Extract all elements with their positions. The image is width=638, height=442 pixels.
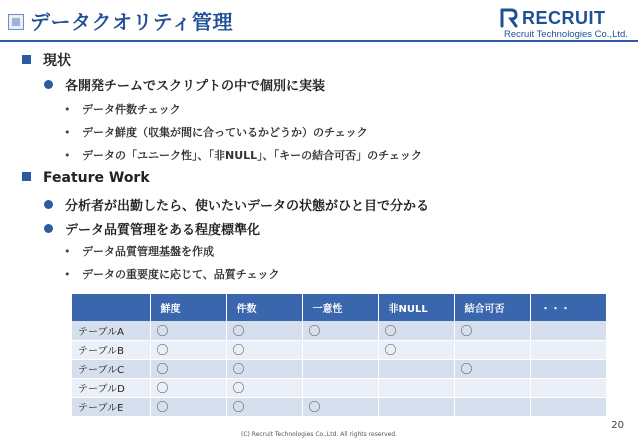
page-number: 20 bbox=[611, 420, 624, 431]
table-cell bbox=[378, 378, 454, 397]
sub-bullet-label: データ件数チェック bbox=[82, 103, 181, 116]
table-row bbox=[72, 378, 606, 397]
dot-bullet-icon: • bbox=[64, 126, 71, 139]
circle-bullet-icon bbox=[44, 224, 53, 233]
row-label: テーブルE bbox=[72, 397, 150, 416]
table-cell: 〇 bbox=[226, 378, 302, 397]
sub-bullet-label: データ品質管理基盤を作成 bbox=[82, 245, 214, 258]
square-bullet-icon bbox=[22, 55, 31, 64]
sub-bullet-item bbox=[64, 124, 368, 140]
table-cell bbox=[530, 321, 606, 340]
dot-bullet-icon: • bbox=[64, 245, 71, 258]
sub-bullet-item bbox=[64, 243, 214, 259]
table-cell: 〇 bbox=[454, 321, 530, 340]
table-cell bbox=[302, 359, 378, 378]
table-cell bbox=[530, 359, 606, 378]
table-cell: 〇 bbox=[150, 340, 226, 359]
dot-bullet-icon: • bbox=[64, 149, 71, 162]
bullet-item bbox=[44, 75, 325, 94]
title-divider bbox=[0, 40, 638, 42]
table-cell: 〇 bbox=[226, 321, 302, 340]
table-cell: 〇 bbox=[302, 321, 378, 340]
table-cell bbox=[378, 397, 454, 416]
column-header-uniqueness: 一意性 bbox=[302, 294, 378, 321]
title-square-icon bbox=[8, 14, 24, 30]
section-label: Feature Work bbox=[43, 170, 150, 186]
row-label: テーブルC bbox=[72, 359, 150, 378]
row-label: テーブルD bbox=[72, 378, 150, 397]
sub-bullet-item bbox=[64, 101, 181, 117]
table-cell bbox=[302, 340, 378, 359]
table-cell bbox=[530, 397, 606, 416]
table-cell: 〇 bbox=[378, 321, 454, 340]
circle-bullet-icon bbox=[44, 80, 53, 89]
circle-bullet-icon bbox=[44, 200, 53, 209]
sub-bullet-label: データ鮮度（収集が間に合っているかどうか）のチェック bbox=[82, 126, 368, 139]
table-cell bbox=[530, 340, 606, 359]
copyright-notice: (C) Recruit Technologies Co.,Ltd. All rights reserved. bbox=[241, 431, 397, 438]
dot-bullet-icon: • bbox=[64, 268, 71, 281]
bullet-label: 各開発チームでスクリプトの中で個別に実装 bbox=[65, 79, 326, 94]
column-header-count: 件数 bbox=[226, 294, 302, 321]
table-row bbox=[72, 340, 606, 359]
table-cell: 〇 bbox=[150, 359, 226, 378]
square-bullet-icon bbox=[22, 172, 31, 181]
column-header-more: ・・・ bbox=[530, 294, 606, 321]
slide-title: データクオリティ管理 bbox=[30, 10, 233, 34]
column-header-joinability: 結合可否 bbox=[454, 294, 530, 321]
row-label: テーブルA bbox=[72, 321, 150, 340]
table-cell bbox=[378, 359, 454, 378]
dot-bullet-icon: • bbox=[64, 103, 71, 116]
column-header-not-null: 非NULL bbox=[378, 294, 454, 321]
row-label: テーブルB bbox=[72, 340, 150, 359]
table-cell: 〇 bbox=[150, 321, 226, 340]
section-current-state bbox=[22, 50, 71, 70]
sub-bullet-item bbox=[64, 266, 279, 282]
table-cell bbox=[302, 378, 378, 397]
table-cell: 〇 bbox=[302, 397, 378, 416]
table-cell: 〇 bbox=[150, 378, 226, 397]
table-cell: 〇 bbox=[454, 359, 530, 378]
recruit-logo-icon bbox=[500, 8, 518, 28]
logo-company-name: Recruit Technologies Co.,Ltd. bbox=[504, 29, 628, 40]
section-label: 現状 bbox=[43, 53, 71, 69]
sub-bullet-label: データの重要度に応じて、品質チェック bbox=[82, 268, 280, 281]
table-cell bbox=[454, 397, 530, 416]
table-cell: 〇 bbox=[226, 397, 302, 416]
logo-wordmark: RECRUIT bbox=[522, 8, 606, 28]
bullet-label: データ品質管理をある程度標準化 bbox=[65, 223, 261, 238]
table-cell bbox=[530, 378, 606, 397]
table-cell bbox=[454, 340, 530, 359]
table-row bbox=[72, 321, 606, 340]
table-header-row bbox=[72, 294, 606, 321]
quality-check-table bbox=[72, 294, 607, 417]
table-row bbox=[72, 397, 606, 416]
sub-bullet-item bbox=[64, 147, 422, 163]
table-cell: 〇 bbox=[226, 359, 302, 378]
bullet-item bbox=[44, 219, 260, 238]
sub-bullet-label: データの「ユニーク性」、「非NULL」、「キーの結合可否」のチェック bbox=[82, 149, 422, 162]
bullet-label: 分析者が出勤したら、使いたいデータの状態がひと目で分かる bbox=[65, 199, 430, 214]
table-row bbox=[72, 359, 606, 378]
column-header-table bbox=[72, 294, 150, 321]
bullet-item bbox=[44, 195, 429, 214]
table-cell bbox=[454, 378, 530, 397]
table-cell: 〇 bbox=[378, 340, 454, 359]
table-cell: 〇 bbox=[226, 340, 302, 359]
section-feature-work bbox=[22, 170, 150, 186]
table-cell: 〇 bbox=[150, 397, 226, 416]
column-header-freshness: 鮮度 bbox=[150, 294, 226, 321]
recruit-logo bbox=[500, 8, 630, 42]
